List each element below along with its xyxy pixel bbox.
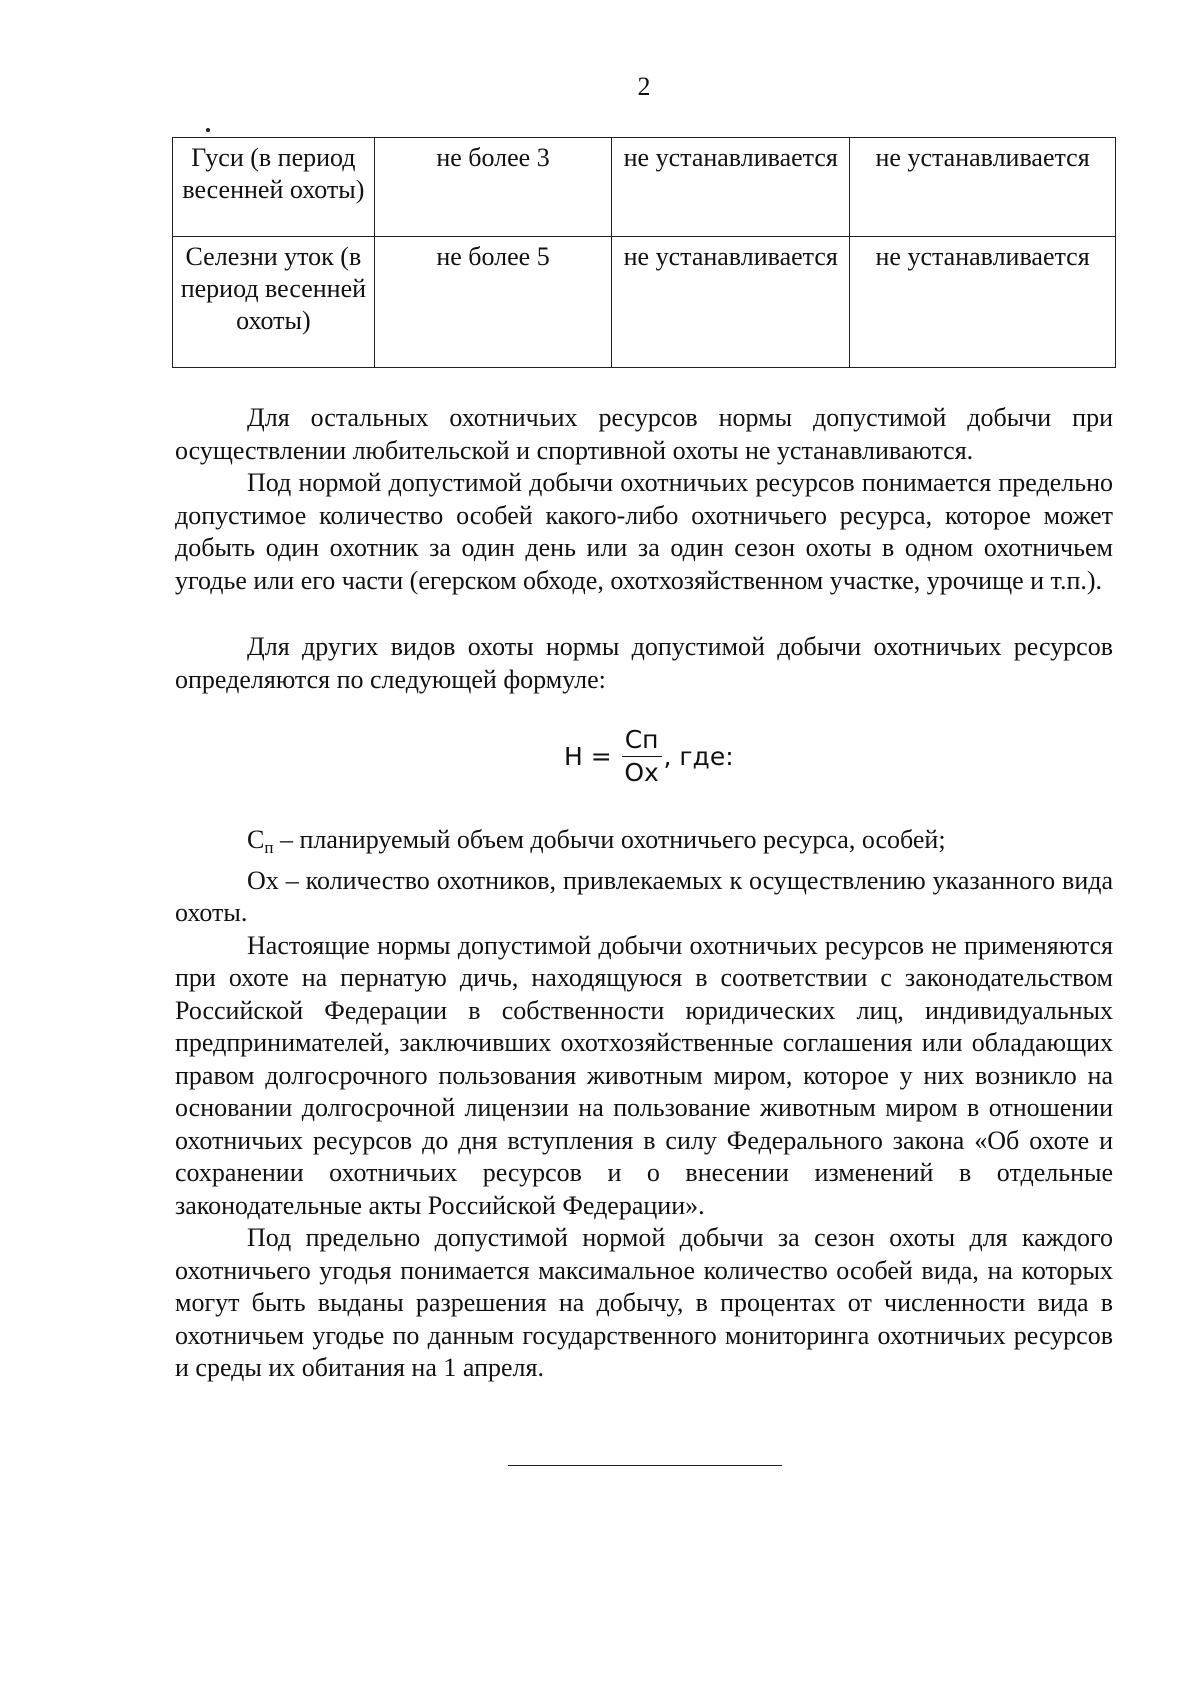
table-cell-max-norm: не устанавливается xyxy=(850,237,1116,368)
table-cell-species: Селезни уток (в период весенней охоты) xyxy=(173,237,375,368)
table-cell-daily-norm: не более 3 xyxy=(374,138,612,237)
ox-symbol: Ох xyxy=(247,865,279,895)
text-block-main xyxy=(175,824,1113,1385)
definition-ox xyxy=(175,865,1113,930)
scan-artifact-dot xyxy=(206,128,210,132)
end-of-document-line xyxy=(508,1465,782,1466)
ox-text: – количество охотников, привлекаемых к осуществлению указанного вида охоты. xyxy=(175,865,1113,927)
page-number: 2 xyxy=(637,72,651,101)
table-cell-species: Гуси (в период весенней охоты) xyxy=(173,138,375,237)
formula-fraction xyxy=(620,726,664,787)
formula-suffix: , где: xyxy=(663,742,734,771)
table-cell-max-norm: не устанавливается xyxy=(850,138,1116,237)
norms-table xyxy=(172,137,1116,368)
table-cell-season-norm: не устанавливается xyxy=(612,237,850,368)
formula-numerator: Cп xyxy=(622,726,662,757)
paragraph-norm-definition: Под нормой допустимой добычи охотничьих ресурсов понимается предельно допустимое количество особей какого-либо охотничьего ресурса, которое может добыть один охотник за один день или за один сезон охоты в одном охотничьем угодье или его части (егерском обходе, охотхозяйственном участке, урочище и т.п.). xyxy=(175,468,1113,595)
text-block-formula-intro xyxy=(175,631,1113,696)
text-block-intro xyxy=(175,402,1113,597)
formula xyxy=(564,726,734,787)
paragraph-exceptions: Настоящие нормы допустимой добычи охотничьих ресурсов не применяются при охоте на пернатую дичь, находящуюся в соответствии с законодательством Российской Федерации в собственности юридических лиц, индивидуальных предпринимателей, заключивших охотхозяйственные соглашения или обладающих правом долгосрочного пользования животным миром, которое у них возникло на основании долгосрочной лицензии на пользование животным миром в отношении охотничьих ресурсов до дня вступления в силу Федерального закона «Об охоте и сохранении охотничьих ресурсов и о внесении изменений в отдельные законодательные акты Российской Федерации». xyxy=(175,930,1113,1220)
table-cell-season-norm: не устанавливается xyxy=(612,138,850,237)
table-row xyxy=(173,237,1116,368)
table-row xyxy=(173,138,1116,237)
paragraph-formula-intro: Для других видов охоты нормы допустимой добычи охотничьих ресурсов определяются по следующей формуле: xyxy=(175,632,1113,694)
paragraph-season-norm: Под предельно допустимой нормой добычи за сезон охоты для каждого охотничьего угодья понимается максимальное количество особей вида, на которых могут быть выданы разрешения на добычу, в процентах от численности вида в охотничьем угодье по данным государственного мониторинга охотничьих ресурсов и среды их обитания на 1 апреля. xyxy=(175,1223,1113,1382)
formula-denominator: Ох xyxy=(624,758,659,787)
definition-cp xyxy=(175,824,1113,865)
paragraph-other-resources: Для остальных охотничьих ресурсов нормы допустимой добычи при осуществлении любительской и спортивной охоты не устанавливаются. xyxy=(175,403,1113,465)
formula-lhs: Н = xyxy=(564,742,612,771)
cp-text: – планируемый объем добычи охотничьего ресурса, особей; xyxy=(273,825,946,854)
cp-symbol: С xyxy=(247,825,265,854)
cp-subscript: п xyxy=(264,838,274,857)
table-cell-daily-norm: не более 5 xyxy=(374,237,612,368)
